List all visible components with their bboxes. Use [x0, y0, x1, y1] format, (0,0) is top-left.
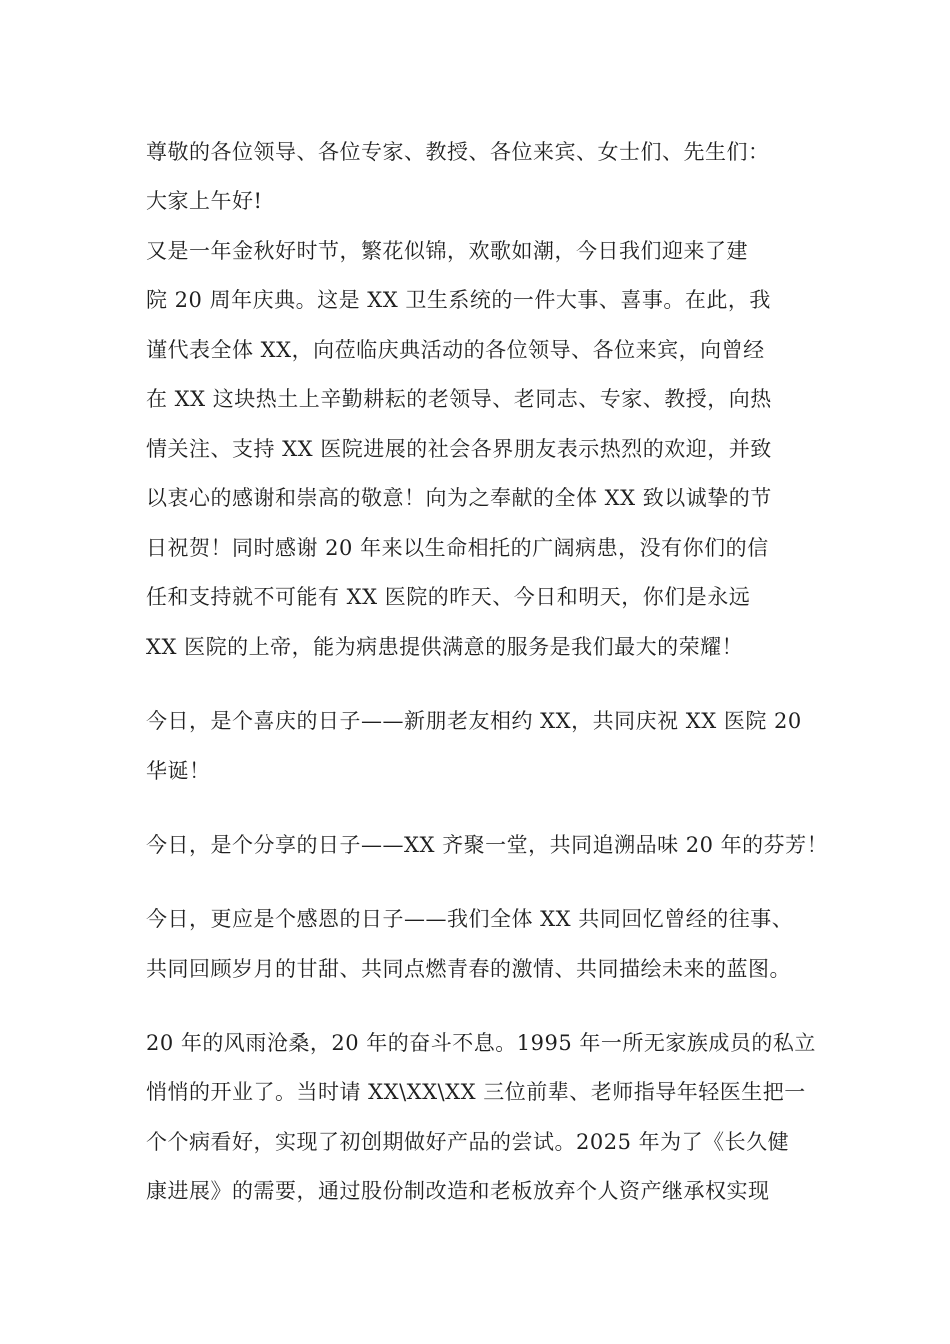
paragraph-line: 康进展》的需要，通过股份制改造和老板放弃个人资产继承权实现	[146, 1179, 770, 1203]
morning-greeting: 大家上午好!	[146, 189, 263, 213]
greeting-line: 尊敬的各位领导、各位专家、教授、各位来宾、女士们、先生们：	[146, 140, 770, 164]
paragraph-line: 谨代表全体 XX，向莅临庆典活动的各位领导、各位来宾，向曾经	[146, 338, 765, 362]
paragraph-line: 情关注、支持 XX 医院进展的社会各界朋友表示热烈的欢迎，并致	[146, 437, 772, 461]
paragraph-line: 今日，是个分享的日子——XX 齐聚一堂，共同追溯品味 20 年的芬芳！	[146, 833, 829, 857]
paragraph-line: 日祝贺！同时感谢 20 年来以生命相托的广阔病患，没有你们的信	[146, 536, 769, 560]
paragraph-line: 任和支持就不可能有 XX 医院的昨天、今日和明天，你们是永远	[146, 585, 751, 609]
paragraph-line: XX 医院的上帝，能为病患提供满意的服务是我们最大的荣耀！	[146, 635, 744, 659]
paragraph-line: 今日，更应是个感恩的日子——我们全体 XX 共同回忆曾经的往事、	[146, 907, 794, 931]
paragraph-line: 院 20 周年庆典。这是 XX 卫生系统的一件大事、喜事。在此，我	[146, 288, 771, 312]
paragraph-line: 在 XX 这块热土上辛勤耕耘的老领导、老同志、专家、教授，向热	[146, 387, 772, 411]
paragraph-line: 20 年的风雨沧桑，20 年的奋斗不息。1995 年一所无家族成员的私立	[146, 1031, 816, 1055]
paragraph-line: 以衷心的感谢和崇高的敬意！向为之奉献的全体 XX 致以诚挚的节	[146, 486, 772, 510]
paragraph-line: 个个病看好，实现了初创期做好产品的尝试。2025 年为了《长久健	[146, 1130, 790, 1154]
paragraph-line: 又是一年金秋好时节，繁花似锦，欢歌如潮，今日我们迎来了建	[146, 239, 748, 263]
paragraph-line: 华诞！	[146, 759, 211, 783]
paragraph-line: 悄悄的开业了。当时请 XX\XX\XX 三位前辈、老师指导年轻医生把一	[146, 1080, 806, 1104]
paragraph-line: 今日，是个喜庆的日子——新朋老友相约 XX，共同庆祝 XX 医院 20	[146, 709, 802, 733]
paragraph-line: 共同回顾岁月的甘甜、共同点燃青春的激情、共同描绘未来的蓝图。	[146, 957, 791, 981]
